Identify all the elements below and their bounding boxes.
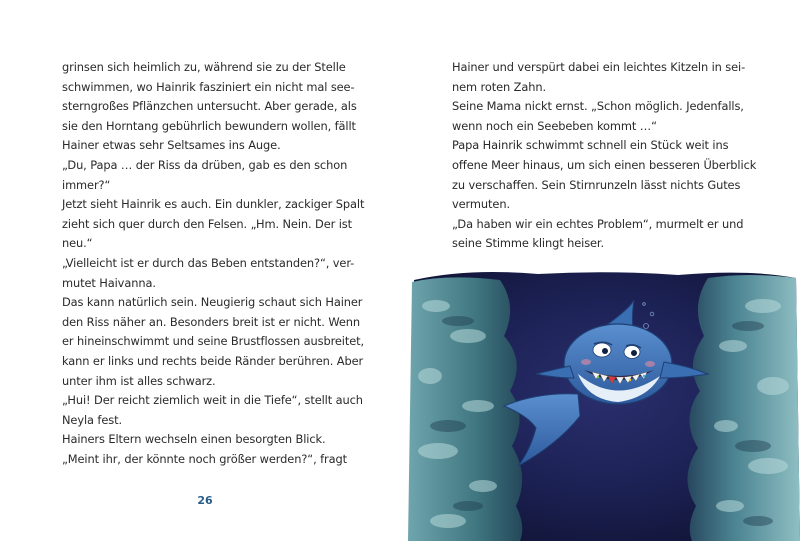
shark-illustration: [408, 266, 800, 541]
text-line: grinsen sich heimlich zu, während sie zu der Stelle: [62, 60, 346, 74]
text-line: Das kann natürlich sein. Neugierig schaut sich Hainer: [62, 295, 363, 310]
text-line: den Riss näher an. Besonders breit ist er nicht. Wenn: [62, 314, 360, 329]
text-line: „Meint ihr, der könnte noch größer werden?“, fragt: [62, 451, 347, 466]
text-line: nem roten Zahn.: [452, 79, 547, 94]
right-page-text: [452, 58, 757, 254]
left-page-text: [62, 58, 365, 469]
text-line: Neyla fest.: [62, 412, 122, 427]
text-line: offene Meer hinaus, um sich einen besseren Überblick: [452, 157, 757, 172]
text-line: wenn noch ein Seebeben kommt …“: [452, 118, 657, 133]
text-line: schwimmen, wo Hainrik fasziniert ein nicht mal see-: [62, 79, 355, 94]
text-line: unter ihm ist alles schwarz.: [62, 373, 216, 388]
text-line: sterngroßes Pflänzchen untersucht. Aber gerade, als: [62, 99, 357, 114]
rock-wall-right: [687, 275, 800, 541]
text-line: Seine Mama nickt ernst. „Schon möglich. Jedenfalls,: [452, 99, 744, 114]
text-line: neu.“: [62, 236, 93, 251]
text-line: zu verschaffen. Sein Stirnrunzeln lässt nichts Gutes: [452, 177, 741, 192]
text-line: seine Stimme klingt heiser.: [452, 236, 604, 251]
text-line: vermuten.: [452, 197, 510, 212]
text-line: sie den Horntang gebührlich bewundern wollen, fällt: [62, 118, 356, 133]
text-line: „Du, Papa … der Riss da drüben, gab es den schon: [62, 157, 348, 172]
text-line: immer?“: [62, 177, 111, 192]
text-line: zieht sich quer durch den Felsen. „Hm. Nein. Der ist: [62, 216, 352, 231]
right-page: [400, 0, 800, 541]
text-line: er hineinschwimmt und seine Brustflossen ausbreitet,: [62, 334, 365, 349]
text-line: mutet Haivanna.: [62, 275, 156, 290]
text-line: „Hui! Der reicht ziemlich weit in die Tiefe“, stellt auch: [62, 393, 363, 408]
text-line: „Da haben wir ein echtes Problem“, murmelt er und: [452, 216, 744, 231]
text-line: Jetzt sieht Hainrik es auch. Ein dunkler, zackiger Spalt: [62, 197, 365, 212]
page-number: 26: [197, 494, 213, 507]
text-line: kann er links und rechts beide Ränder berühren. Aber: [62, 353, 364, 368]
text-line: Papa Hainrik schwimmt schnell ein Stück weit ins: [452, 138, 729, 153]
text-line: Hainer etwas sehr Seltsames ins Auge.: [62, 138, 281, 153]
text-line: Hainer und verspürt dabei ein leichtes Kitzeln in sei-: [452, 60, 746, 74]
text-line: Hainers Eltern wechseln einen besorgten Blick.: [62, 432, 326, 447]
text-line: „Vielleicht ist er durch das Beben entstanden?“, ver-: [62, 255, 355, 270]
